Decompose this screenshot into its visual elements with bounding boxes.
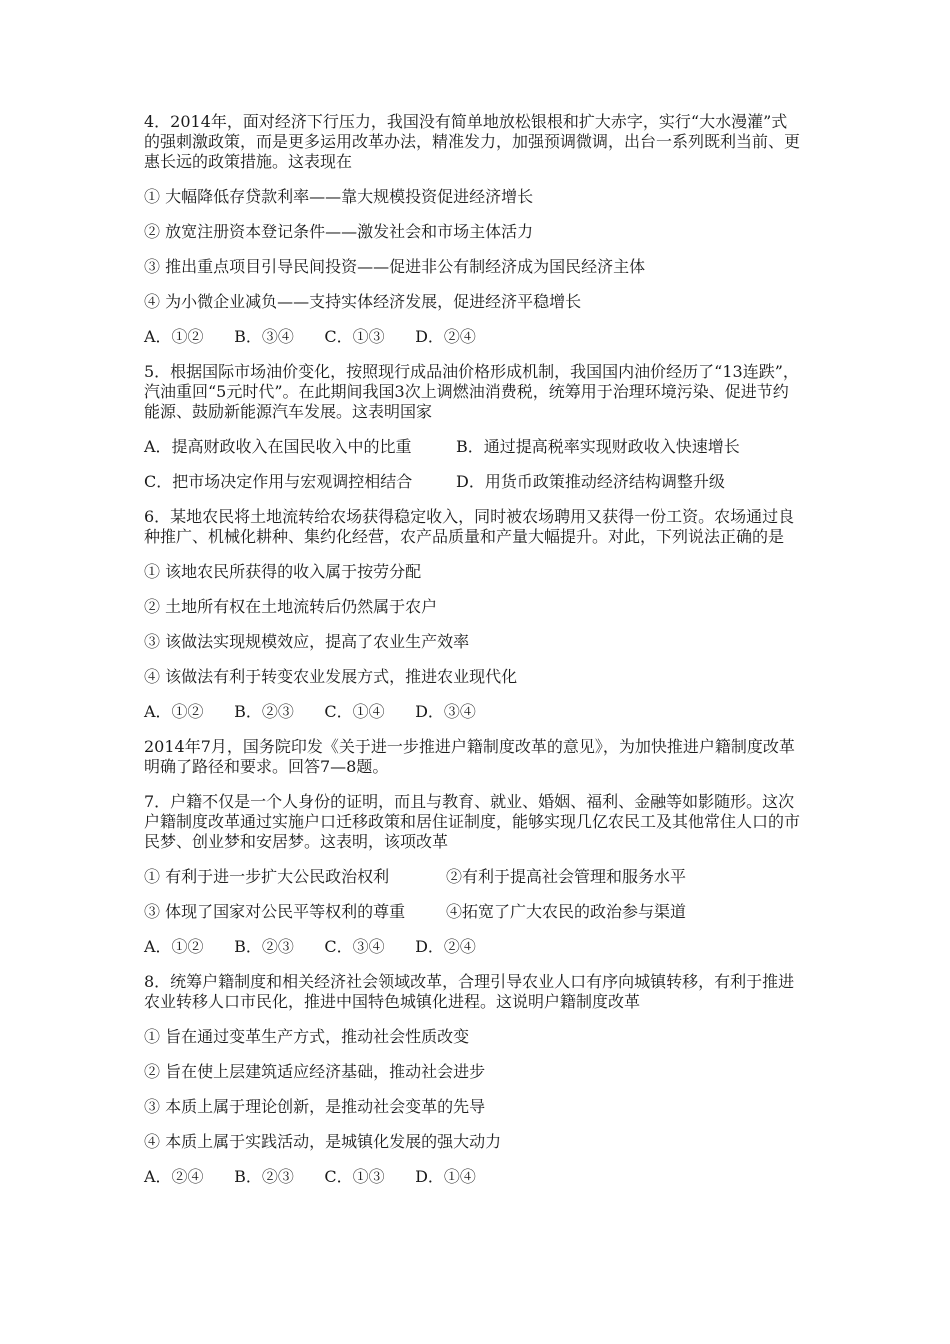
question-8-option-2: ② 旨在使上层建筑适应经济基础，推动社会进步	[144, 1062, 486, 1081]
question-5-choice-c: C．把市场决定作用与宏观调控相结合	[144, 472, 413, 491]
question-5-choice-b: B．通过提高税率实现财政收入快速增长	[456, 437, 740, 456]
exam-content	[144, 112, 800, 1202]
question-7-option-4: ④拓宽了广大农民的政治参与渠道	[446, 902, 687, 921]
question-8-stem: 8．统筹户籍制度和相关经济社会领域改革，合理引导农业人口有序向城镇转移，有利于推进农业转移人口市民化，推进中国特色城镇化进程。这说明户籍制度改革	[144, 972, 795, 1011]
question-6-option-2: ② 土地所有权在土地流转后仍然属于农户	[144, 597, 438, 616]
question-7-option-1: ① 有利于进一步扩大公民政治权利	[144, 867, 390, 886]
question-4-option-2: ② 放宽注册资本登记条件——激发社会和市场主体活力	[144, 222, 534, 241]
question-4-option-1: ① 大幅降低存贷款利率——靠大规模投资促进经济增长	[144, 187, 534, 206]
question-6-choices: A．①② B．②③ C．①④ D．③④	[144, 702, 476, 721]
question-8-option-1: ① 旨在通过变革生产方式，推动社会性质改变	[144, 1027, 470, 1046]
question-8-choices: A．②④ B．②③ C．①③ D．①④	[144, 1167, 476, 1186]
question-7-choices: A．①② B．②③ C．③④ D．②④	[144, 937, 476, 956]
question-5-choices-row-1	[144, 437, 800, 457]
question-4-stem: 4．2014年，面对经济下行压力，我国没有简单地放松银根和扩大赤字，实行“大水漫灌”式的强刺激政策，而是更多运用改革办法，精准发力，加强预调微调，出台一系列既利当前、更惠长远的政策措施。这表现在	[144, 112, 801, 171]
question-4-choices: A．①② B．③④ C．①③ D．②④	[144, 327, 476, 346]
question-6-stem: 6．某地农民将土地流转给农场获得稳定收入，同时被农场聘用又获得一份工资。农场通过良种推广、机械化耕种、集约化经营，农产品质量和产量大幅提升。对此，下列说法正确的是	[144, 507, 795, 546]
question-7-option-2: ②有利于提高社会管理和服务水平	[446, 867, 687, 886]
question-8-option-3: ③ 本质上属于理论创新，是推动社会变革的先导	[144, 1097, 486, 1116]
questions-7-8-intro: 2014年7月，国务院印发《关于进一步推进户籍制度改革的意见》，为加快推进户籍制度改革明确了路径和要求。回答7—8题。	[144, 737, 795, 776]
question-6-option-4: ④ 该做法有利于转变农业发展方式，推进农业现代化	[144, 667, 518, 686]
question-5-stem: 5．根据国际市场油价变化，按照现行成品油价格形成机制，我国国内油价经历了“13连跌”，汽油重回“5元时代”。在此期间我国3次上调燃油消费税，统筹用于治理环境污染、促进节约能源、鼓励新能源汽车发展。这表明国家	[144, 362, 799, 421]
question-7-options-row-2	[144, 902, 800, 922]
question-5-choice-d: D．用货币政策推动经济结构调整升级	[456, 472, 725, 491]
question-4-option-3: ③ 推出重点项目引导民间投资——促进非公有制经济成为国民经济主体	[144, 257, 646, 276]
question-7-stem: 7．户籍不仅是一个人身份的证明，而且与教育、就业、婚姻、福利、金融等如影随形。这次户籍制度改革通过实施户口迁移政策和居住证制度，能够实现几亿农民工及其他常住人口的市民梦、创业梦和安居梦。这表明，该项改革	[144, 792, 801, 851]
question-5-choice-a: A．提高财政收入在国民收入中的比重	[144, 437, 412, 456]
question-7-options-row-1	[144, 867, 800, 887]
question-6-option-3: ③ 该做法实现规模效应，提高了农业生产效率	[144, 632, 470, 651]
question-4-option-4: ④ 为小微企业减负——支持实体经济发展，促进经济平稳增长	[144, 292, 582, 311]
question-5-choices-row-2	[144, 472, 800, 492]
question-6-option-1: ① 该地农民所获得的收入属于按劳分配	[144, 562, 422, 581]
question-8-option-4: ④ 本质上属于实践活动，是城镇化发展的强大动力	[144, 1132, 502, 1151]
question-7-option-3: ③ 体现了国家对公民平等权利的尊重	[144, 902, 406, 921]
